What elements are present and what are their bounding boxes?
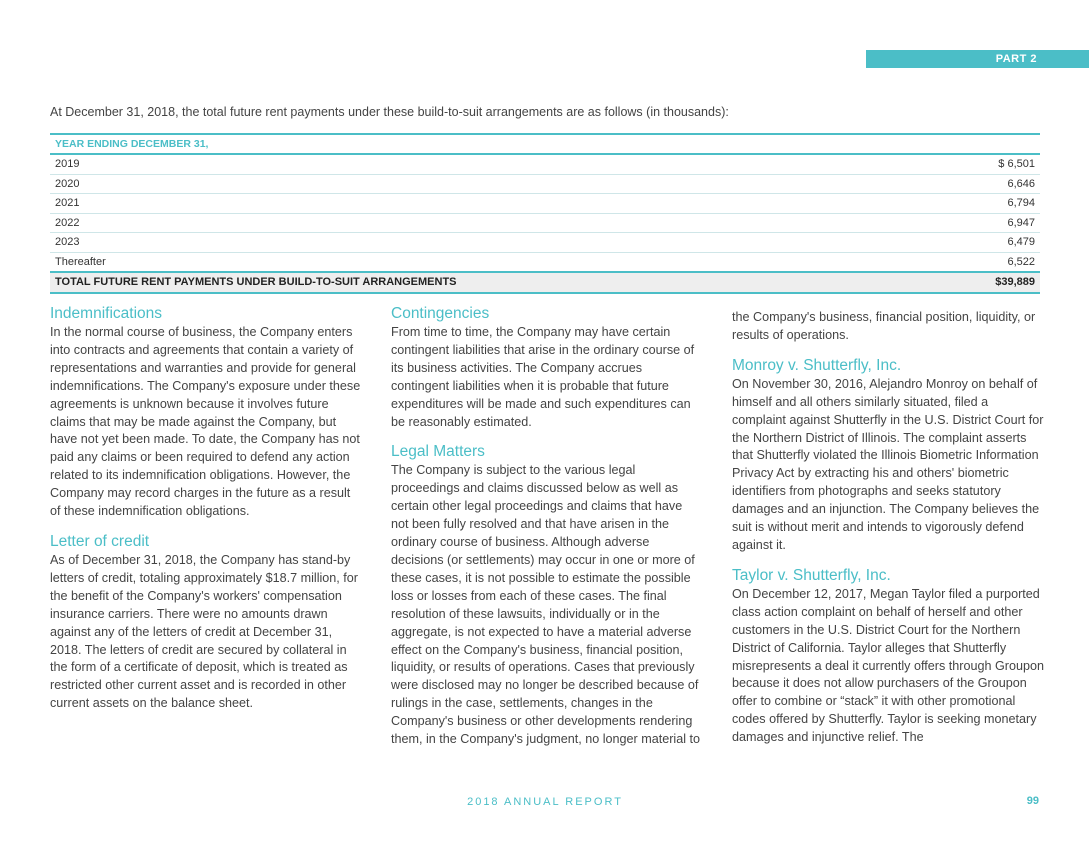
row-value: 6,479 xyxy=(933,233,1040,253)
table-row xyxy=(50,194,1040,214)
contingencies-heading: Contingencies xyxy=(391,305,490,322)
row-value: 6,947 xyxy=(933,213,1040,233)
row-year: Thereafter xyxy=(50,252,933,272)
footer-report-title: 2018 ANNUAL REPORT xyxy=(467,796,623,808)
taylor-heading: Taylor v. Shutterfly, Inc. xyxy=(732,566,891,584)
column-left xyxy=(50,304,362,724)
letter-of-credit-heading: Letter of credit xyxy=(50,532,150,550)
table-row xyxy=(50,233,1040,253)
row-value: 6,646 xyxy=(933,174,1040,194)
taylor-text: On December 12, 2017, Megan Taylor filed a purported class action complaint on behalf of herself and other customers in the U.S. District Court for the Northern District of California. Taylor alleges that Shutterfly misrepresents a deal it currently offers through Groupon because it does not allow purchasers of the Groupon offer to combine or “stack” it with other promotional codes offered by Shutterfly. Taylor is seeking monetary damages and injunctive relief. The xyxy=(732,586,1044,745)
indemnifications-heading: Indemnifications xyxy=(50,305,163,322)
contingencies-text: From time to time, the Company may have certain contingent liabilities that arise in the ordinary course of its business activities. The Company accrues contingent liabilities when it is probable that future expenditures will be made and such expenditures can be reasonably estimated. xyxy=(391,325,695,429)
row-year: 2023 xyxy=(50,233,933,253)
legal-matters-heading: Legal Matters xyxy=(391,443,485,461)
rent-payments-table xyxy=(50,133,1040,294)
row-year: 2019 xyxy=(50,154,933,174)
table-row xyxy=(50,174,1040,194)
row-value: $ 6,501 xyxy=(933,154,1040,174)
table-total-row xyxy=(50,272,1040,293)
row-year: 2020 xyxy=(50,174,933,194)
monroy-heading: Monroy v. Shutterfly, Inc. xyxy=(732,356,902,374)
part-label: PART 2 xyxy=(866,50,1089,68)
table-row xyxy=(50,252,1040,272)
row-value: 6,522 xyxy=(933,252,1040,272)
page-number: 99 xyxy=(1026,795,1039,807)
legal-matters-text: The Company is subject to the various legal proceedings and claims discussed below as well as certain other legal proceedings and claims that have not been fully resolved and that have arisen in the ordinary course of business. Although adverse decisions (or settlements) may occur in one or more of these cases, it is not possible to estimate the possible loss or losses from each of these cases. The final resolution of these lawsuits, individually or in the aggregate, is not expected to have a material adverse effect on the Company's business, financial position, liquidity, or results of operations. Cases that previously were disclosed may no longer be described because of rulings in the case, settlements, changes in the Company's business or other developments rendering them, in the Company's judgment, no longer material to xyxy=(391,463,701,747)
indemnifications-text: In the normal course of business, the Company enters into contracts and agreements that contain a variety of representations and warranties and provide for general indemnifications. The Company's exposure under these agreements is unknown because it involves future claims that may be made against the Company, but have not yet been made. To date, the Company has not paid any claims or been required to defend any action related to its indemnification obligations. However, the Company may record charges in the future as a result of these indemnification obligations. xyxy=(50,325,361,519)
row-year: 2022 xyxy=(50,213,933,233)
column-right xyxy=(732,309,1044,758)
continuation-text: the Company's business, financial position, liquidity, or results of operations. xyxy=(732,310,1036,342)
table-intro: At December 31, 2018, the total future rent payments under these build-to-suit arrangements are as follows (in thousands): xyxy=(50,105,729,119)
total-value: $39,889 xyxy=(933,272,1040,293)
table-row xyxy=(50,213,1040,233)
column-middle xyxy=(391,304,703,760)
table-row xyxy=(50,154,1040,174)
table-header-row xyxy=(50,134,1040,154)
total-label: TOTAL FUTURE RENT PAYMENTS UNDER BUILD-TO-SUIT ARRANGEMENTS xyxy=(50,272,933,293)
monroy-text: On November 30, 2016, Alejandro Monroy on behalf of himself and all others similarly situated, filed a complaint against Shutterfly in the U.S. District Court for the Northern District of Illinois. The complaint asserts that Shutterfly violated the Illinois Biometric Information Privacy Act by extracting his and others' biometric identifiers from photographs and seeks statutory damages and an injunction. The Company believes the suit is without merit and intends to vigorously defend against it. xyxy=(732,376,1044,552)
row-value: 6,794 xyxy=(933,194,1040,214)
table-header: YEAR ENDING DECEMBER 31, xyxy=(50,134,1040,154)
letter-of-credit-text: As of December 31, 2018, the Company has stand-by letters of credit, totaling approximately $18.7 million, for the benefit of the Company's workers' compensation insurance carriers. There were no amounts drawn against any of the letters of credit at December 31, 2018. The letters of credit are secured by collateral in the form of a certificate of deposit, which is treated as restricted other current asset and is recorded in other current assets on the balance sheet. xyxy=(50,552,358,711)
row-year: 2021 xyxy=(50,194,933,214)
